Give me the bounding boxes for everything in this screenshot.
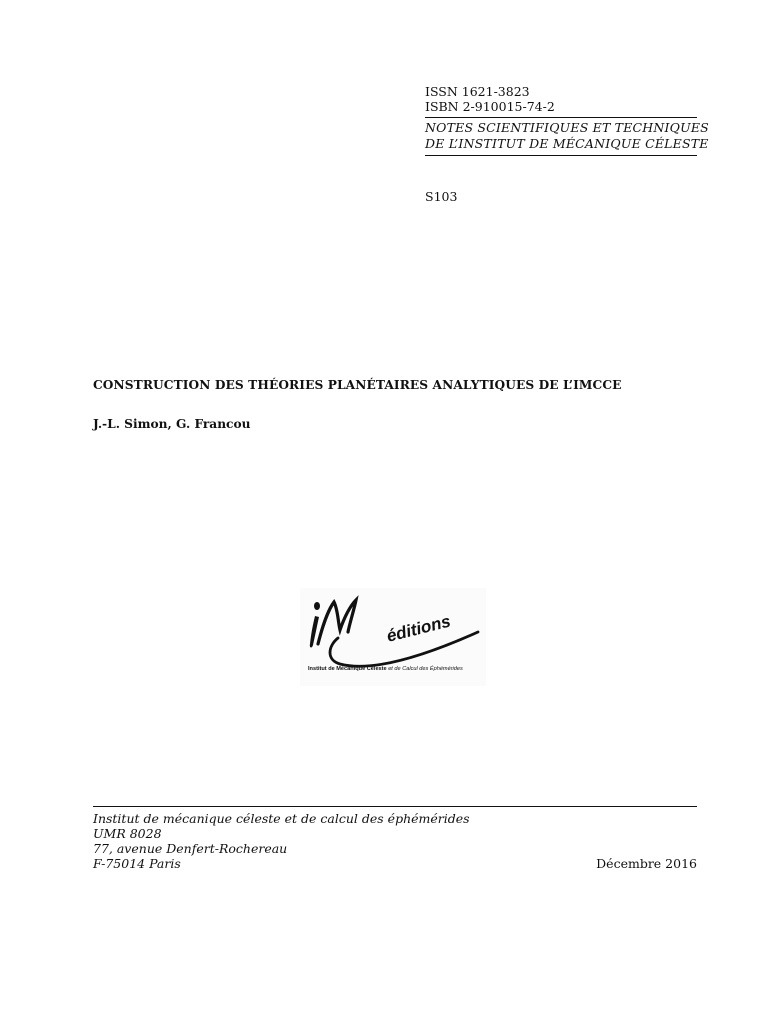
logo-tagline [308,665,463,672]
footer-institute: Institut de mécanique céleste et de calcul des éphémérides [93,811,470,826]
series-bottom-rule [425,155,697,156]
footer-city: F-75014 Paris [93,856,181,871]
authors: J.-L. Simon, G. Francou [93,417,251,431]
logo-mark-icon [300,588,486,686]
series-top-rule [425,117,697,118]
series-line-2: DE L’INSTITUT DE MÉCANIQUE CÉLESTE [425,136,709,151]
series-line-1: NOTES SCIENTIFIQUES ET TECHNIQUES [425,120,709,135]
publication-date: Décembre 2016 [596,856,697,871]
footer-rule [93,806,697,807]
logo-tagline-bold: Institut de Mécanique Céleste [308,666,387,672]
report-number: S103 [425,189,458,204]
document-title: CONSTRUCTION DES THÉORIES PLANÉTAIRES ANALYTIQUES DE L’IMCCE [93,378,622,392]
footer-umr: UMR 8028 [93,826,162,841]
footer-street: 77, avenue Denfert-Rochereau [93,841,288,856]
issn: ISSN 1621-3823 [425,84,530,99]
isbn: ISBN 2-910015-74-2 [425,99,555,114]
logo-tagline-rest: et de Calcul des Éphémérides [386,666,463,672]
logo-word: éditions [384,611,453,646]
imcce-editions-logo [300,588,486,686]
